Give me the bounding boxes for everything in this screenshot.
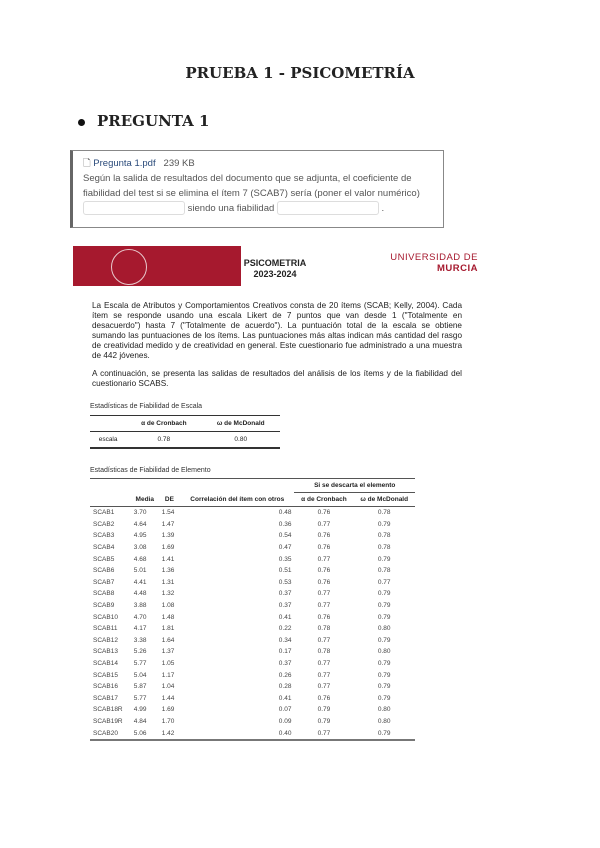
cell: 0.40 <box>278 729 292 737</box>
cell: SCAB7 <box>93 578 115 586</box>
col-header <box>90 493 131 507</box>
cell: 1.48 <box>161 613 175 621</box>
cell: 1.47 <box>161 520 175 528</box>
cell: 4.84 <box>133 717 147 725</box>
cell: SCAB8 <box>93 590 115 598</box>
cell: 1.70 <box>161 717 175 725</box>
course-year: 2023-2024 <box>253 269 297 279</box>
cell: 3.70 <box>133 509 147 517</box>
question-middle-text: siendo una fiabilidad <box>187 203 275 214</box>
cell: 0.47 <box>278 544 292 552</box>
col-header <box>90 416 126 432</box>
cell: SCAB6 <box>93 567 115 575</box>
table-row <box>90 693 415 705</box>
cell: 0.26 <box>278 671 292 679</box>
cell: 0.78 <box>377 544 391 552</box>
table-row <box>90 635 415 647</box>
cell: 5.26 <box>133 648 147 656</box>
table-row <box>90 727 415 740</box>
cell: 0.77 <box>317 683 331 691</box>
cell: 0.80 <box>377 706 391 714</box>
cell: 0.79 <box>317 706 331 714</box>
question-box <box>70 150 444 228</box>
university-line2: MURCIA <box>437 263 478 274</box>
cell: 0.76 <box>317 509 331 517</box>
table-row <box>90 658 415 670</box>
cell: 0.78 <box>317 625 331 633</box>
cell: 0.41 <box>278 694 292 702</box>
cell: 0.78 <box>377 567 391 575</box>
cell: 1.54 <box>161 509 175 517</box>
col-header: DE <box>164 495 174 503</box>
cell: 0.41 <box>278 613 292 621</box>
intro-paragraph: La Escala de Atributos y Comportamientos Creativos consta de 20 ítems (SCAB; Kelly, 2004). Cada ítem se responde usando una escala Likert de 7 puntos que van desde 1 ("Totalmente en desacuerdo") hasta 7 ("Totalmente de acuerdo"). La puntuación total de la escala se obtiene sumando las puntuaciones de los ítems. Las puntuaciones más altas indican más cantidad del rasgo de creatividad medido y de creatividad en general. Este cuestionario fue administrado a una muestra de 442 jóvenes. <box>92 301 462 360</box>
cell: SCAB13 <box>93 648 118 656</box>
cell: SCAB10 <box>93 613 118 621</box>
cell: SCAB11 <box>93 625 118 633</box>
cell: 0.76 <box>317 544 331 552</box>
table-row <box>90 507 415 519</box>
cell: 5.77 <box>133 694 147 702</box>
cell: 5.01 <box>133 567 147 575</box>
page-title: PRUEBA 1 - PSICOMETRÍA <box>185 64 415 82</box>
table-row <box>90 530 415 542</box>
question-heading <box>78 112 209 130</box>
cell: 0.79 <box>377 694 391 702</box>
cell: 0.48 <box>278 509 292 517</box>
question-text: Según la salida de resultados del documento que se adjunta, el coeficiente de fiabilidad del test si se elimina el ítem 7 (SCAB7) sería (poner el valor numérico) <box>83 173 420 199</box>
cell: 0.77 <box>317 590 331 598</box>
bullet-icon <box>78 119 85 126</box>
cell: 1.81 <box>161 625 175 633</box>
col-header: ω de McDonald <box>360 496 409 503</box>
cell: 1.17 <box>161 671 175 679</box>
table-row <box>90 565 415 577</box>
cell: 0.79 <box>377 660 391 668</box>
cell: SCAB19R <box>93 717 123 725</box>
cell: 0.80 <box>377 717 391 725</box>
cell: 0.37 <box>278 602 292 610</box>
cell: 0.35 <box>278 555 292 563</box>
cell: 0.77 <box>317 636 331 644</box>
cell: 0.76 <box>317 567 331 575</box>
university-line1: UNIVERSIDAD DE <box>390 252 478 263</box>
cell: 1.32 <box>161 590 175 598</box>
question-end: . <box>381 203 385 214</box>
university-name <box>390 252 478 274</box>
cell: 0.36 <box>278 520 292 528</box>
cell: 0.80 <box>377 648 391 656</box>
answer-input-1[interactable] <box>83 201 185 215</box>
cell: 0.79 <box>377 636 391 644</box>
cell: 1.36 <box>161 567 175 575</box>
file-size: 239 KB <box>163 158 195 169</box>
cell: 0.79 <box>377 590 391 598</box>
cell: 0.79 <box>377 729 391 737</box>
cell: SCAB4 <box>93 544 115 552</box>
cell: 1.05 <box>161 660 175 668</box>
cell: 0.79 <box>317 717 331 725</box>
cell: 0.28 <box>278 683 292 691</box>
table-row <box>90 669 415 681</box>
cell: 0.07 <box>278 706 292 714</box>
table-row <box>90 646 415 658</box>
cell: 0.37 <box>278 660 292 668</box>
cell: 0.76 <box>317 578 331 586</box>
cell: 0.79 <box>377 520 391 528</box>
col-header: α de Cronbach <box>301 496 347 503</box>
cell: 0.54 <box>278 532 292 540</box>
cell: 0.77 <box>317 671 331 679</box>
cell: 4.70 <box>133 613 147 621</box>
cell: 1.37 <box>161 648 175 656</box>
cell: SCAB3 <box>93 532 115 540</box>
cell: SCAB14 <box>93 660 118 668</box>
cell: 0.76 <box>317 694 331 702</box>
cell: 3.38 <box>133 636 147 644</box>
cell: 4.48 <box>133 590 147 598</box>
seal-icon <box>111 249 147 285</box>
cell: SCAB9 <box>93 602 115 610</box>
cell: SCAB20 <box>93 729 118 737</box>
cell: SCAB16 <box>93 683 118 691</box>
cell: 4.95 <box>133 532 147 540</box>
cell: 0.78 <box>157 436 171 443</box>
cell: 1.39 <box>161 532 175 540</box>
cell: 5.87 <box>133 683 147 691</box>
cell: 3.08 <box>133 544 147 552</box>
cell: 0.77 <box>377 578 391 586</box>
cell: 1.42 <box>161 729 175 737</box>
table-row <box>90 600 415 612</box>
cell: SCAB5 <box>93 555 115 563</box>
table-row <box>90 611 415 623</box>
attachment-link[interactable]: Pregunta 1.pdf <box>93 158 156 169</box>
cell: 0.34 <box>278 636 292 644</box>
cell: 0.79 <box>377 671 391 679</box>
group-header: Si se descarta el elemento <box>294 479 415 493</box>
scale-reliability-table <box>90 415 280 449</box>
cell: 0.22 <box>278 625 292 633</box>
col-header: α de Cronbach <box>141 420 187 427</box>
cell: 0.53 <box>278 578 292 586</box>
cell: 0.80 <box>377 625 391 633</box>
table-row <box>90 704 415 716</box>
table-row <box>90 623 415 635</box>
cell: SCAB18R <box>93 706 123 714</box>
cell: 4.68 <box>133 555 147 563</box>
pdf-file-icon: 🗋 <box>83 158 91 169</box>
cell: 0.51 <box>278 567 292 575</box>
cell: 0.79 <box>377 683 391 691</box>
cell: 5.06 <box>133 729 147 737</box>
cell: 0.77 <box>317 520 331 528</box>
cell: SCAB15 <box>93 671 118 679</box>
cell: 1.04 <box>161 683 175 691</box>
table-row <box>90 716 415 728</box>
course-name: PSICOMETRIA <box>243 258 307 268</box>
cell: 0.09 <box>278 717 292 725</box>
cell: 4.99 <box>133 706 147 714</box>
scale-table-caption: Estadísticas de Fiabilidad de Escala <box>90 403 203 410</box>
cell: SCAB2 <box>93 520 115 528</box>
cell: SCAB17 <box>93 694 118 702</box>
cell: 5.77 <box>133 660 147 668</box>
cell: 0.78 <box>377 509 391 517</box>
table-row <box>90 553 415 565</box>
cell: 5.04 <box>133 671 147 679</box>
cell: SCAB1 <box>93 509 115 517</box>
cell: 1.64 <box>161 636 175 644</box>
results-paragraph: A continuación, se presenta las salidas de resultados del análisis de los ítems y de la fiabilidad del cuestionario SCABS. <box>92 369 462 388</box>
cell: 0.17 <box>278 648 292 656</box>
cell: 1.31 <box>161 578 175 586</box>
col-header: Correlación del ítem con otros <box>190 495 285 503</box>
cell: 4.41 <box>133 578 147 586</box>
cell: SCAB12 <box>93 636 118 644</box>
cell: escala <box>98 436 118 443</box>
cell: 0.77 <box>317 602 331 610</box>
cell: 1.44 <box>161 694 175 702</box>
cell: 1.41 <box>161 555 175 563</box>
cell: 0.78 <box>317 648 331 656</box>
cell: 0.77 <box>317 729 331 737</box>
cell: 0.78 <box>377 532 391 540</box>
cell: 0.79 <box>377 602 391 610</box>
item-reliability-table <box>90 478 415 741</box>
cell: 1.08 <box>161 602 175 610</box>
answer-input-2[interactable] <box>277 201 379 215</box>
cell: 0.76 <box>317 532 331 540</box>
cell: 0.77 <box>317 555 331 563</box>
cell: 0.76 <box>317 613 331 621</box>
cell: 1.69 <box>161 544 175 552</box>
cell: 0.79 <box>377 555 391 563</box>
cell: 3.88 <box>133 602 147 610</box>
col-header: ω de McDonald <box>216 420 265 427</box>
table-row <box>90 519 415 531</box>
cell: 0.80 <box>234 436 248 443</box>
university-logo <box>73 246 241 286</box>
table-row <box>90 588 415 600</box>
cell: 4.64 <box>133 520 147 528</box>
item-table-caption: Estadísticas de Fiabilidad de Elemento <box>90 467 211 474</box>
question-title: PREGUNTA 1 <box>97 112 210 130</box>
cell: 4.17 <box>133 625 147 633</box>
col-header: Media <box>135 495 154 503</box>
cell: 0.77 <box>317 660 331 668</box>
doc-header <box>230 258 320 280</box>
cell: 0.79 <box>377 613 391 621</box>
cell: 0.37 <box>278 590 292 598</box>
cell: 1.69 <box>161 706 175 714</box>
table-row <box>90 542 415 554</box>
table-row <box>90 577 415 589</box>
table-row <box>90 681 415 693</box>
